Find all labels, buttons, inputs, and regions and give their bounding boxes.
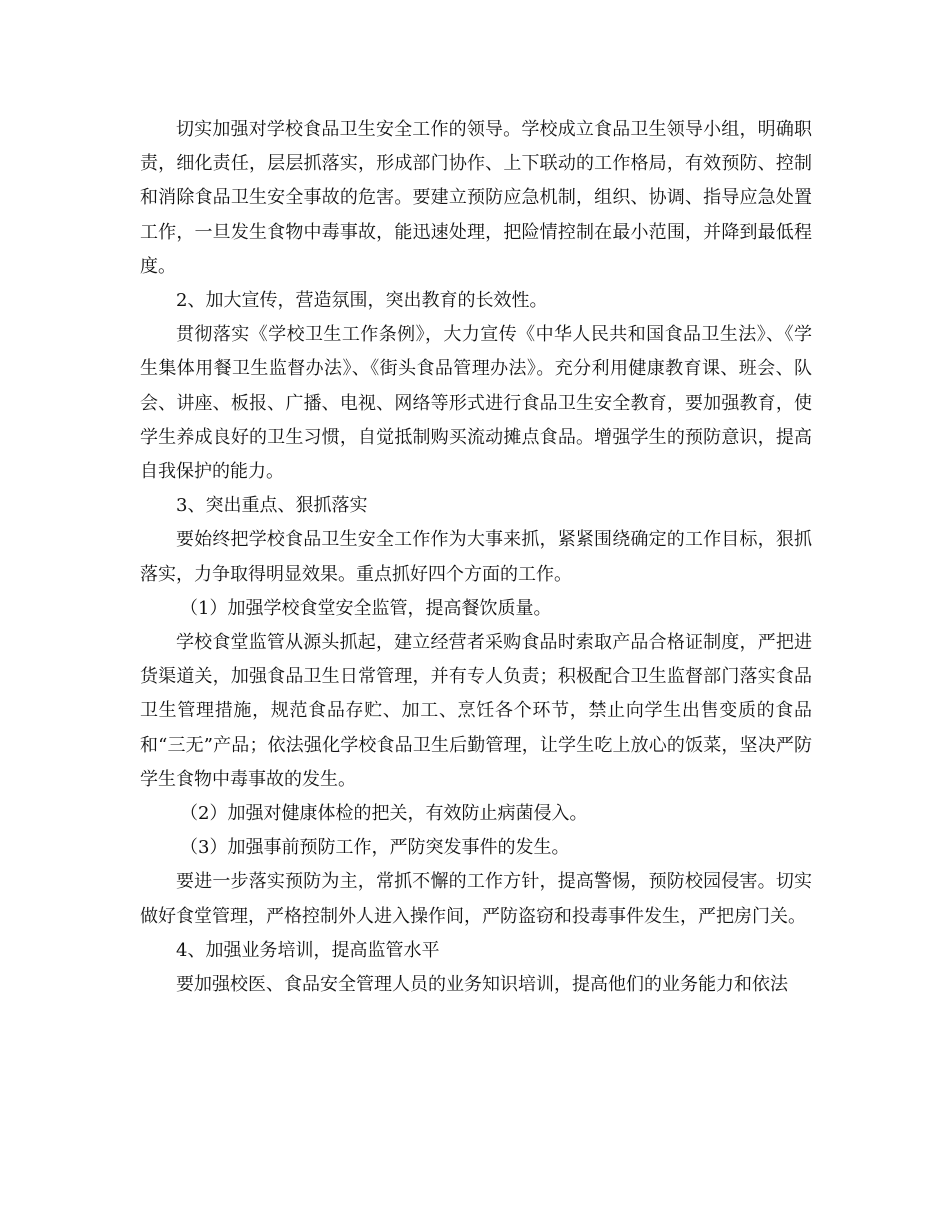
paragraph-key-points: 要始终把学校食品卫生安全工作作为大事来抓，紧紧围绕确定的工作目标，狠抓落实，力争取得明显效果。重点抓好四个方面的工作。 bbox=[140, 529, 812, 585]
heading-publicity: 2、加大宣传，营造氛围，突出教育的长效性。 bbox=[176, 290, 548, 312]
heading-training: 4、加强业务培训，提高监管水平 bbox=[176, 939, 440, 961]
subheading-canteen: （1）加强学校食堂安全监管，提高餐饮质量。 bbox=[180, 597, 552, 619]
paragraph-leadership: 切实加强对学校食品卫生安全工作的领导。学校成立食品卫生领导小组，明确职责，细化责任，层层抓落实，形成部门协作、上下联动的工作格局，有效预防、控制和消除食品卫生安全事故的危害。要建立预防应急机制，组织、协调、指导应急处置工作，一旦发生食物中毒事故，能迅速处理，把险情控制在最小范围，并降到最低程度。 bbox=[140, 119, 812, 277]
paragraph-training: 要加强校医、食品安全管理人员的业务知识培训，提高他们的业务能力和依法 bbox=[176, 974, 788, 996]
subheading-health-check: （2）加强对健康体检的把关，有效防止病菌侵入。 bbox=[180, 803, 588, 825]
heading-key-points: 3、突出重点、狠抓落实 bbox=[176, 495, 368, 517]
subheading-prevention: （3）加强事前预防工作，严防突发事件的发生。 bbox=[180, 837, 570, 859]
paragraph-prevention: 要进一步落实预防为主，常抓不懈的工作方针，提高警惕，预防校园侵害。切实做好食堂管理，严格控制外人进入操作间，严防盗窃和投毒事件发生，严把房门关。 bbox=[140, 871, 812, 927]
paragraph-canteen: 学校食堂监管从源头抓起，建立经营者采购食品时索取产品合格证制度，严把进货渠道关，加强食品卫生日常管理，并有专人负责；积极配合卫生监督部门落实食品卫生管理措施，规范食品存贮、加工、烹饪各个环节，禁止向学生出售变质的食品和“三无”产品；依法强化学校食品卫生后勤管理，让学生吃上放心的饭菜，坚决严防学生食物中毒事故的发生。 bbox=[140, 632, 812, 790]
paragraph-publicity: 贯彻落实《学校卫生工作条例》，大力宣传《中华人民共和国食品卫生法》、《学生集体用餐卫生监督办法》、《街头食品管理办法》。充分利用健康教育课、班会、队会、讲座、板报、广播、电视、网络等形式进行食品卫生安全教育，要加强教育，使学生养成良好的卫生习惯，自觉抵制购买流动摊点食品。增强学生的预防意识，提高自我保护的能力。 bbox=[140, 324, 812, 483]
document-page bbox=[140, 113, 812, 1002]
